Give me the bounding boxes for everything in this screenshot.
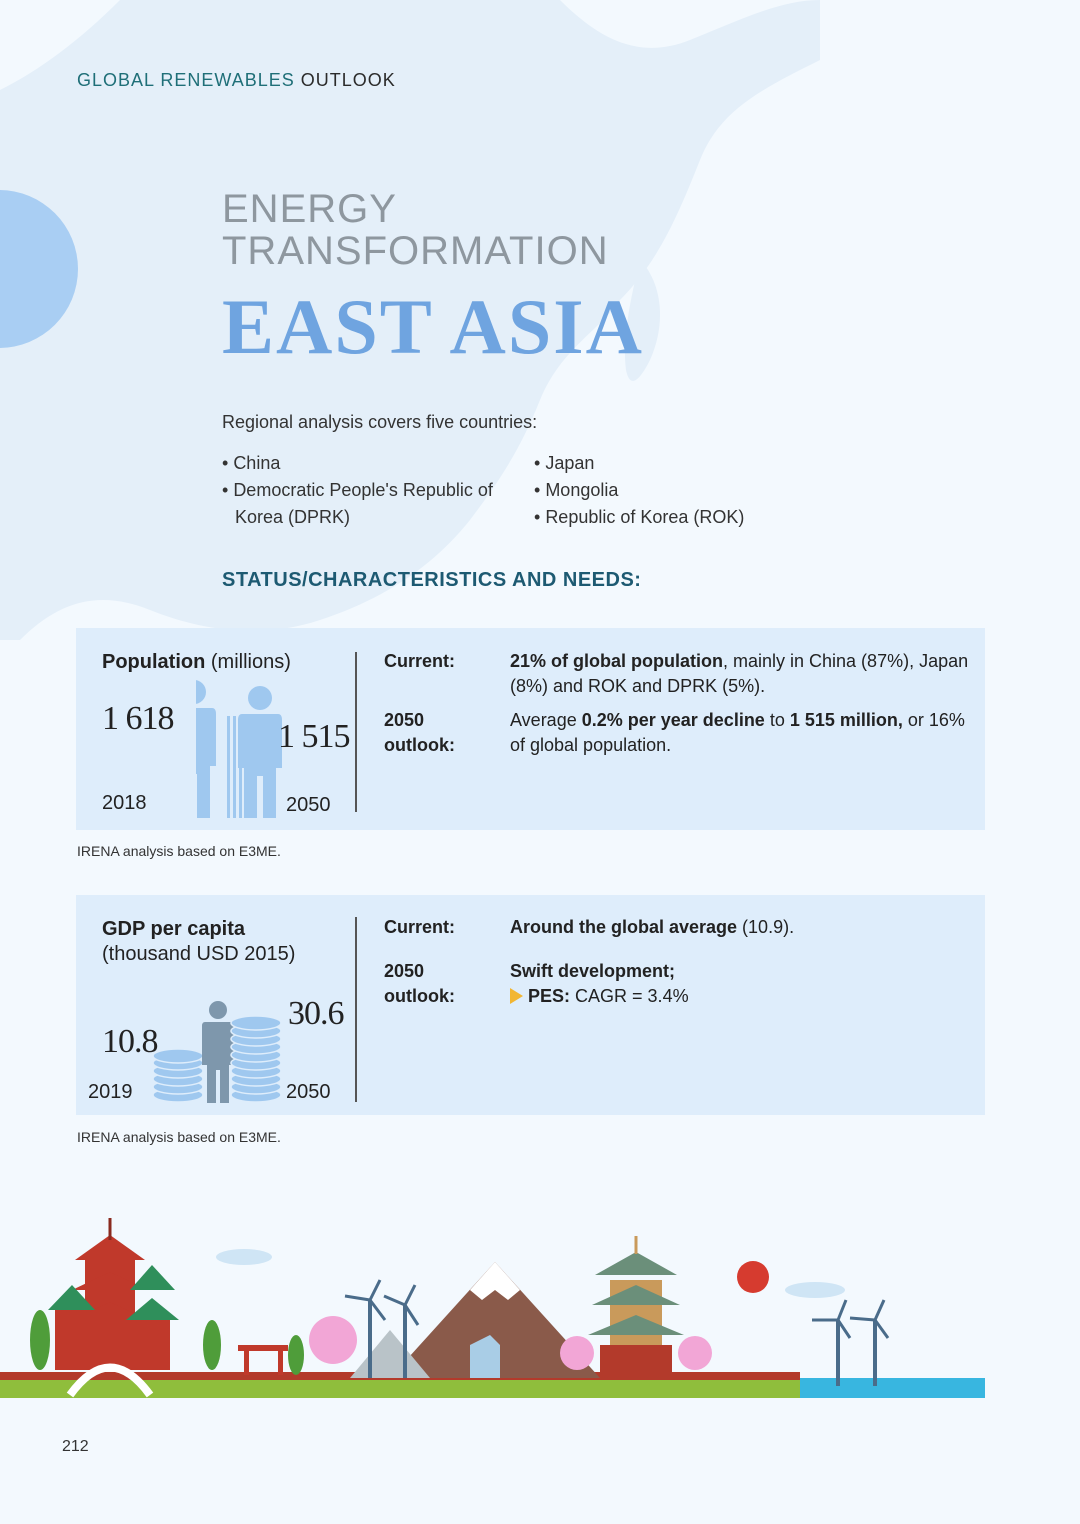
population-current-bold: 21% of global population: [510, 651, 723, 671]
current-label: Current:: [384, 917, 455, 937]
panel-divider: [355, 917, 357, 1102]
gdp-source: IRENA analysis based on E3ME.: [77, 1129, 281, 1145]
population-outlook-text: [510, 708, 970, 758]
outlook-label: [384, 708, 455, 758]
outlook-label-year: 2050: [384, 961, 425, 981]
outlook-bold-decline: 0.2% per year decline: [581, 710, 765, 730]
gdp-value-end: 30.6: [288, 995, 344, 1032]
outlook-label-word: outlook:: [384, 986, 455, 1006]
population-source: IRENA analysis based on E3ME.: [77, 843, 281, 859]
outlook-label-word: outlook:: [384, 735, 455, 755]
running-header: [77, 70, 396, 91]
list-item: • China: [222, 450, 512, 477]
page-number: 212: [62, 1438, 89, 1455]
outlook-label-year: 2050: [384, 710, 425, 730]
outlook-mid: to: [764, 710, 790, 730]
gdp-current-text: [510, 915, 970, 940]
population-value-start: 1 618: [102, 700, 174, 737]
list-item: • Mongolia: [534, 477, 834, 504]
pes-value: CAGR = 3.4%: [570, 986, 689, 1006]
east-asia-skyline-illustration: [0, 1200, 1080, 1410]
panel-divider: [355, 652, 357, 812]
population-title-bold: Population: [102, 651, 206, 673]
section-heading: STATUS/CHARACTERISTICS AND NEEDS:: [222, 569, 642, 591]
title-line1: ENERGY: [222, 187, 397, 231]
header-plain: OUTLOOK: [300, 70, 396, 90]
country-list-right: [534, 450, 834, 531]
list-item: • Republic of Korea (ROK): [534, 504, 834, 531]
population-current-rest: , mainly in China (87%), Japan (8%) and ROK and DPRK (5%).: [510, 651, 969, 696]
header-accent: GLOBAL RENEWABLES: [77, 70, 295, 90]
population-title: [102, 650, 291, 675]
gdp-outlook-bold: Swift development;: [510, 961, 676, 981]
country-list-left: [222, 450, 512, 531]
gdp-current-rest: (10.9).: [737, 917, 795, 937]
gdp-coins-icon: [152, 995, 282, 1107]
current-label: Current:: [384, 651, 455, 671]
pes-label: PES:: [528, 986, 571, 1006]
population-title-unit: (millions): [210, 651, 291, 673]
outlook-label: [384, 959, 455, 1009]
population-year-start: 2018: [102, 792, 147, 814]
title-line2: TRANSFORMATION: [222, 229, 609, 273]
gdp-title-unit: (thousand USD 2015): [102, 943, 296, 965]
gdp-year-end: 2050: [286, 1081, 331, 1103]
population-year-end: 2050: [286, 794, 331, 816]
population-panel: [76, 628, 985, 830]
population-current-text: [510, 649, 970, 699]
outlook-pre: Average: [510, 710, 582, 730]
gdp-year-start: 2019: [88, 1081, 133, 1103]
gdp-title: [102, 917, 295, 967]
list-item: • Japan: [534, 450, 834, 477]
page-title: EAST ASIA: [222, 283, 644, 370]
outlook-rest: or 16% of global population.: [510, 710, 965, 755]
arrow-right-icon: [510, 988, 523, 1004]
gdp-outlook-text: [510, 959, 970, 1009]
gdp-current-bold: Around the global average: [510, 917, 738, 937]
gdp-title-bold: GDP per capita: [102, 918, 246, 940]
population-value-end: 1 515: [278, 718, 350, 755]
title-energy-transformation: [222, 188, 609, 272]
outlook-bold-million: 1 515 million,: [789, 710, 903, 730]
gdp-value-start: 10.8: [102, 1023, 158, 1060]
list-item: • Democratic People's Republic of Korea (DPRK): [222, 477, 512, 531]
intro-text: Regional analysis covers five countries:: [222, 412, 538, 432]
gdp-panel: [76, 895, 985, 1115]
